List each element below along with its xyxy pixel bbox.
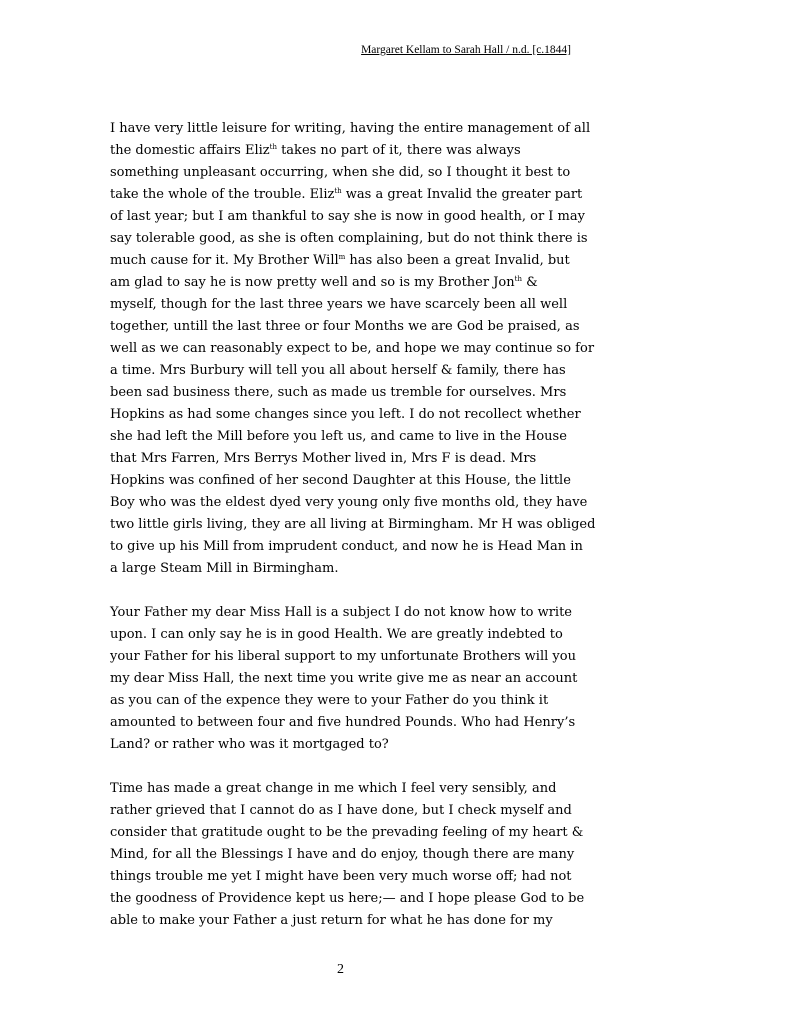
running-header: Margaret Kellam to Sarah Hall / n.d. [c.1844] <box>361 44 571 56</box>
text-run: that Mrs Farren, Mrs Berrys Mother lived in, Mrs F is dead. Mrs <box>110 451 537 466</box>
text-run: take the whole of the trouble. Eliz <box>110 187 335 202</box>
text-run: rather grieved that I cannot do as I have done, but I check myself and <box>110 803 572 818</box>
text-run: of last year; but I am thankful to say she is now in good health, or I may <box>110 209 585 224</box>
text-run: to give up his Mill from imprudent conduct, and now he is Head Man in <box>110 539 583 554</box>
text-run: Land? or rather who was it mortgaged to? <box>110 737 389 752</box>
text-run: I have very little leisure for writing, having the entire management of all <box>110 121 591 136</box>
text-line <box>110 272 580 294</box>
text-line <box>110 448 580 470</box>
text-line <box>110 206 585 228</box>
text-line <box>110 184 583 206</box>
text-line <box>110 426 580 448</box>
text-run: am glad to say he is now pretty well and so is my Brother Jon <box>110 275 515 290</box>
text-line <box>110 690 580 712</box>
text-run: Your Father my dear Miss Hall is a subject I do not know how to write <box>110 605 572 620</box>
text-run: my dear Miss Hall, the next time you write give me as near an account <box>110 671 578 686</box>
superscript-abbreviation: th <box>269 143 277 151</box>
text-run: Mind, for all the Blessings I have and do enjoy, though there are many <box>110 847 575 862</box>
text-line <box>110 316 580 338</box>
text-line <box>110 360 580 382</box>
text-line <box>110 118 591 140</box>
text-line <box>110 228 588 250</box>
text-run: as you can of the expence they were to your Father do you think it <box>110 693 549 708</box>
text-line <box>110 624 580 646</box>
text-line <box>110 558 580 580</box>
text-run: myself, though for the last three years we have scarcely been all well <box>110 297 568 312</box>
superscript-abbreviation: th <box>334 187 342 195</box>
text-run: a time. Mrs Burbury will tell you all about herself & family, there has <box>110 363 566 378</box>
text-line <box>110 602 580 624</box>
text-line <box>110 404 580 426</box>
text-run: she had left the Mill before you left us, and came to live in the House <box>110 429 567 444</box>
text-line <box>110 250 580 272</box>
text-run: been sad business there, such as made us tremble for ourselves. Mrs <box>110 385 567 400</box>
text-run: the domestic affairs Eliz <box>110 143 270 158</box>
text-line <box>110 866 580 888</box>
text-run: say tolerable good, as she is often complaining, but do not think there is <box>110 231 588 246</box>
text-run: together, untill the last three or four Months we are God be praised, as <box>110 319 580 334</box>
text-line <box>110 734 580 756</box>
text-run: much cause for it. My Brother Will <box>110 253 339 268</box>
paragraph <box>110 118 596 580</box>
text-run: consider that gratitude ought to be the prevading feeling of my heart & <box>110 825 584 840</box>
text-run: Boy who was the eldest dyed very young only five months old, they have <box>110 495 588 510</box>
paragraph <box>110 778 585 932</box>
text-line <box>110 800 580 822</box>
text-run: amounted to between four and five hundred Pounds. Who had Henry’s <box>110 715 576 730</box>
text-run: Hopkins was confined of her second Daughter at this House, the little <box>110 473 571 488</box>
text-line <box>110 668 580 690</box>
text-line <box>110 888 585 910</box>
text-line <box>110 382 580 404</box>
text-line <box>110 712 580 734</box>
text-run: takes no part of it, there was always <box>276 143 521 158</box>
text-run: a large Steam Mill in Birmingham. <box>110 561 339 576</box>
text-line <box>110 514 596 536</box>
text-line <box>110 470 580 492</box>
text-run: able to make your Father a just return for what he has done for my <box>110 913 553 928</box>
letter-body <box>110 118 596 954</box>
superscript-abbreviation: m <box>338 253 346 261</box>
text-run: two little girls living, they are all living at Birmingham. Mr H was obliged <box>110 517 596 532</box>
text-line <box>110 294 580 316</box>
paragraph <box>110 602 580 756</box>
text-run: Time has made a great change in me which I feel very sensibly, and <box>110 781 557 796</box>
text-line <box>110 162 580 184</box>
text-line <box>110 910 580 932</box>
page-number: 2 <box>337 962 344 977</box>
text-line <box>110 822 584 844</box>
text-line <box>110 140 580 162</box>
text-run: Hopkins as had some changes since you left. I do not recollect whether <box>110 407 581 422</box>
text-line <box>110 536 583 558</box>
text-line <box>110 338 595 360</box>
text-run: has also been a great Invalid, but <box>345 253 570 268</box>
text-run: was a great Invalid the greater part <box>341 187 583 202</box>
text-run: & <box>521 275 538 290</box>
text-run: things trouble me yet I might have been very much worse off; had not <box>110 869 572 884</box>
text-run: upon. I can only say he is in good Health. We are greatly indebted to <box>110 627 563 642</box>
text-line <box>110 646 580 668</box>
text-line <box>110 492 588 514</box>
text-run: the goodness of Providence kept us here;— and I hope please God to be <box>110 891 585 906</box>
superscript-abbreviation: th <box>514 275 522 283</box>
text-run: your Father for his liberal support to my unfortunate Brothers will you <box>110 649 576 664</box>
text-line <box>110 844 580 866</box>
text-run: well as we can reasonably expect to be, and hope we may continue so for <box>110 341 595 356</box>
text-line <box>110 778 580 800</box>
text-run: something unpleasant occurring, when she did, so I thought it best to <box>110 165 571 180</box>
